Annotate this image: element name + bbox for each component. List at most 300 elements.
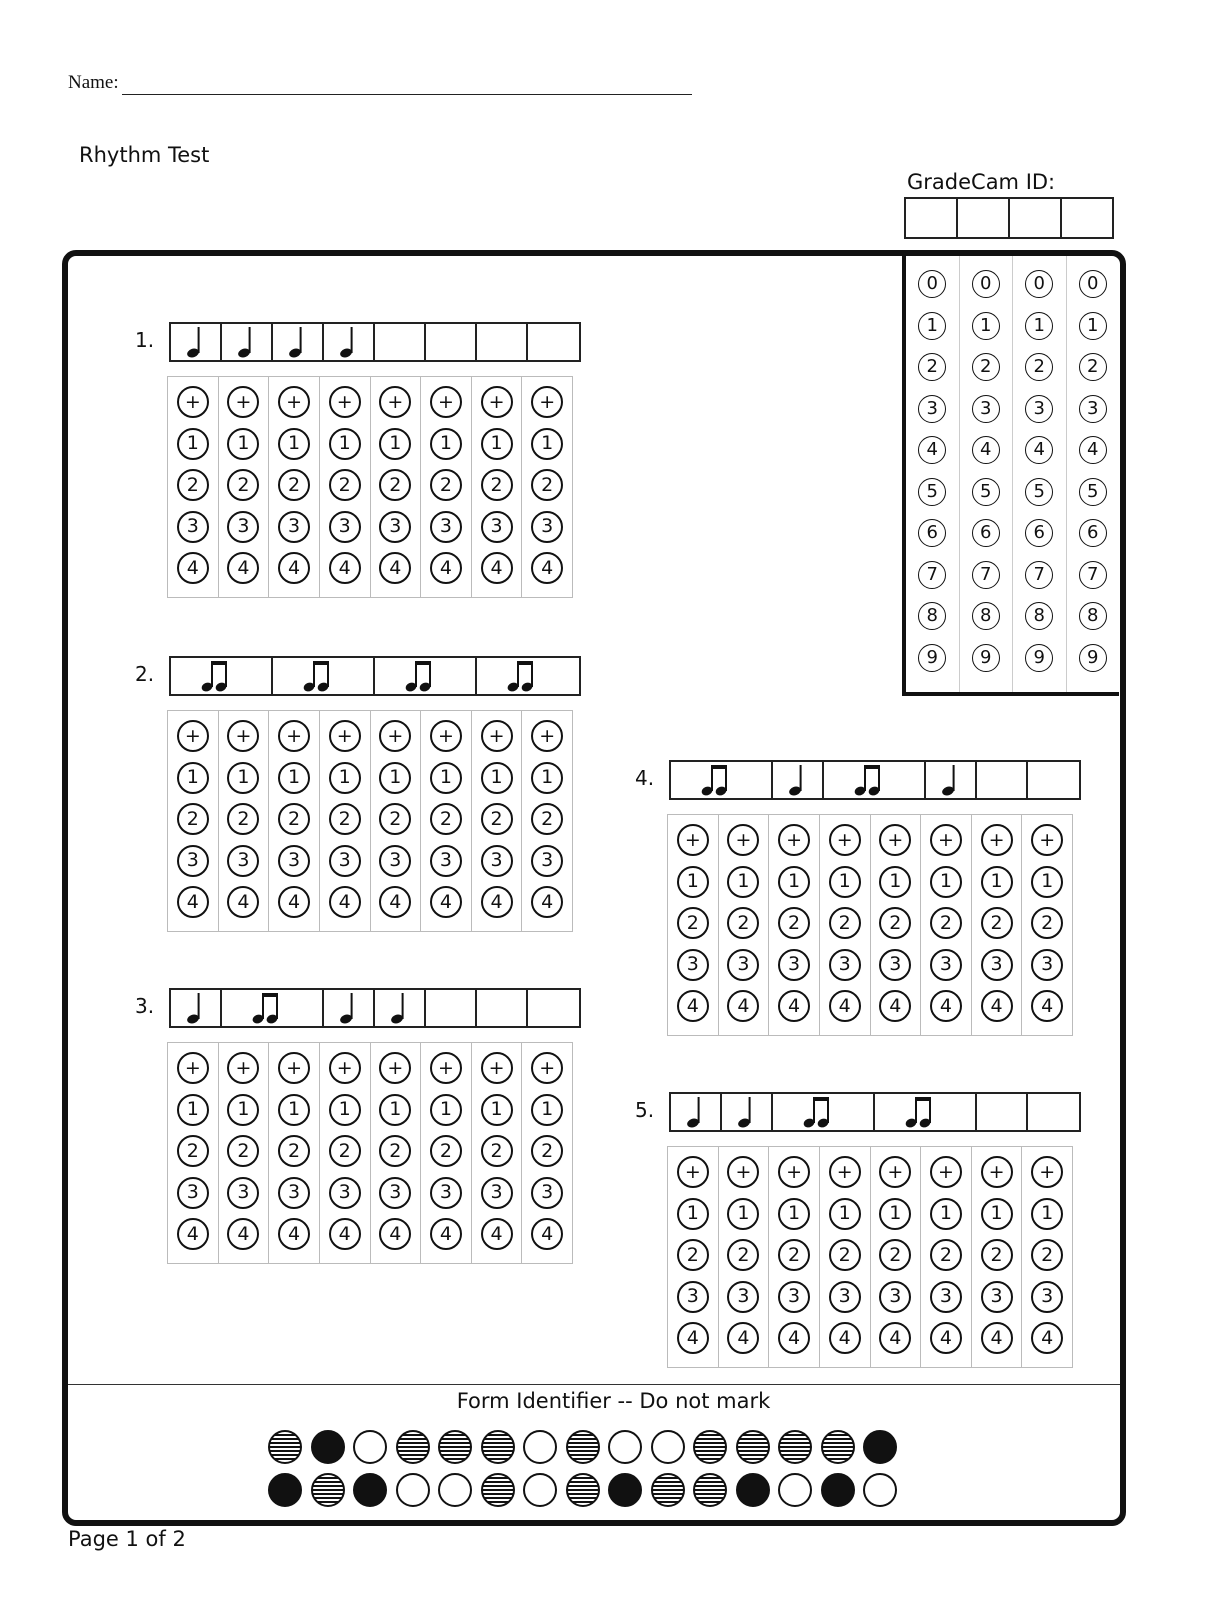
- answer-bubble[interactable]: [379, 803, 411, 835]
- answer-bubble[interactable]: [177, 1135, 209, 1167]
- id-digit-bubble[interactable]: [972, 561, 1000, 589]
- rhythm-cell: [324, 324, 375, 360]
- answer-column: [421, 377, 472, 597]
- answer-bubble[interactable]: [531, 552, 563, 584]
- id-digit-bubble[interactable]: [1079, 519, 1107, 547]
- answer-bubble[interactable]: [930, 1239, 962, 1271]
- id-digit-bubble[interactable]: [972, 436, 1000, 464]
- answer-bubble[interactable]: [278, 1094, 310, 1126]
- answer-bubble[interactable]: [778, 1239, 810, 1271]
- id-digit-bubble[interactable]: [972, 395, 1000, 423]
- answer-bubble[interactable]: [981, 1322, 1013, 1354]
- answer-bubble[interactable]: [727, 1239, 759, 1271]
- id-digit-bubble[interactable]: [1025, 602, 1053, 630]
- answer-bubble[interactable]: [879, 907, 911, 939]
- answer-bubble[interactable]: [677, 990, 709, 1022]
- answer-bubble[interactable]: [481, 1094, 513, 1126]
- answer-bubble[interactable]: [1031, 907, 1063, 939]
- eighth-notes-icon: [700, 763, 734, 797]
- bubble-label: 4: [186, 556, 199, 579]
- answer-bubble[interactable]: [430, 428, 462, 460]
- answer-bubble[interactable]: [981, 1281, 1013, 1313]
- answer-bubble[interactable]: [177, 469, 209, 501]
- answer-bubble[interactable]: [177, 1052, 209, 1084]
- bubble-label: 4: [541, 556, 554, 579]
- answer-bubble[interactable]: [778, 949, 810, 981]
- answer-bubble[interactable]: [227, 428, 259, 460]
- id-digit-bubble[interactable]: [972, 602, 1000, 630]
- answer-bubble[interactable]: [727, 949, 759, 981]
- answer-bubble[interactable]: [379, 428, 411, 460]
- answer-bubble[interactable]: [227, 469, 259, 501]
- answer-bubble[interactable]: [379, 511, 411, 543]
- answer-bubble[interactable]: [481, 762, 513, 794]
- answer-bubble[interactable]: [778, 866, 810, 898]
- bubble-label: +: [786, 828, 803, 851]
- bubble-label: 3: [1087, 397, 1099, 419]
- rhythm-cell: [671, 762, 773, 798]
- answer-bubble[interactable]: [177, 720, 209, 752]
- bubble-label: +: [488, 1056, 505, 1079]
- answer-bubble[interactable]: [227, 1177, 259, 1209]
- id-digit-bubble[interactable]: [918, 436, 946, 464]
- answer-bubble[interactable]: [677, 1156, 709, 1188]
- answer-bubble[interactable]: [430, 1218, 462, 1250]
- answer-bubble[interactable]: [727, 907, 759, 939]
- id-digit-bubble[interactable]: [972, 478, 1000, 506]
- answer-bubble[interactable]: [481, 1135, 513, 1167]
- answer-bubble[interactable]: [531, 428, 563, 460]
- answer-bubble[interactable]: [531, 845, 563, 877]
- answer-bubble[interactable]: [981, 907, 1013, 939]
- answer-bubble[interactable]: [430, 762, 462, 794]
- answer-bubble[interactable]: [227, 886, 259, 918]
- id-digit-bubble[interactable]: [1079, 644, 1107, 672]
- answer-bubble[interactable]: [329, 1094, 361, 1126]
- answer-bubble[interactable]: [531, 386, 563, 418]
- answer-bubble[interactable]: [778, 1281, 810, 1313]
- answer-bubble[interactable]: [778, 1156, 810, 1188]
- id-digit-bubble[interactable]: [918, 478, 946, 506]
- id-digit-bubble[interactable]: [1079, 478, 1107, 506]
- gradecam-id-box[interactable]: [906, 199, 958, 237]
- answer-bubble[interactable]: [379, 762, 411, 794]
- answer-bubble[interactable]: [481, 803, 513, 835]
- id-digit-bubble[interactable]: [918, 395, 946, 423]
- answer-bubble[interactable]: [177, 845, 209, 877]
- answer-bubble[interactable]: [677, 949, 709, 981]
- id-digit-bubble[interactable]: [972, 270, 1000, 298]
- answer-bubble[interactable]: [1031, 949, 1063, 981]
- answer-bubble[interactable]: [379, 1218, 411, 1250]
- answer-bubble[interactable]: [278, 1135, 310, 1167]
- answer-bubble[interactable]: [329, 1177, 361, 1209]
- answer-bubble[interactable]: [278, 803, 310, 835]
- answer-column: [871, 1147, 922, 1367]
- answer-bubble[interactable]: [677, 1239, 709, 1271]
- answer-bubble[interactable]: [430, 886, 462, 918]
- answer-bubble[interactable]: [829, 1156, 861, 1188]
- answer-bubble[interactable]: [481, 428, 513, 460]
- answer-bubble[interactable]: [481, 886, 513, 918]
- id-digit-bubble[interactable]: [972, 353, 1000, 381]
- answer-bubble[interactable]: [879, 824, 911, 856]
- answer-bubble[interactable]: [879, 990, 911, 1022]
- answer-bubble[interactable]: [930, 1281, 962, 1313]
- answer-bubble[interactable]: [879, 1156, 911, 1188]
- answer-bubble[interactable]: [329, 428, 361, 460]
- answer-bubble[interactable]: [829, 1239, 861, 1271]
- answer-bubble[interactable]: [677, 1281, 709, 1313]
- answer-bubble[interactable]: [329, 845, 361, 877]
- answer-bubble[interactable]: [981, 824, 1013, 856]
- bubble-label: 1: [889, 1202, 902, 1224]
- bubble-label: 1: [439, 1098, 452, 1120]
- answer-bubble[interactable]: [677, 1198, 709, 1230]
- answer-bubble[interactable]: [379, 845, 411, 877]
- answer-bubble[interactable]: [379, 386, 411, 418]
- answer-bubble[interactable]: [677, 866, 709, 898]
- id-digit-bubble[interactable]: [1025, 519, 1053, 547]
- bubble-label: 3: [439, 515, 452, 537]
- answer-bubble[interactable]: [981, 866, 1013, 898]
- answer-bubble[interactable]: [329, 886, 361, 918]
- bubble-label: +: [539, 724, 556, 747]
- bubble-label: 1: [990, 870, 1003, 892]
- rhythm-cell: [324, 990, 375, 1026]
- answer-bubble[interactable]: [531, 1094, 563, 1126]
- answer-bubble[interactable]: [177, 552, 209, 584]
- answer-bubble[interactable]: [329, 552, 361, 584]
- answer-bubble[interactable]: [481, 552, 513, 584]
- answer-bubble[interactable]: [481, 720, 513, 752]
- answer-bubble[interactable]: [177, 428, 209, 460]
- answer-bubble[interactable]: [278, 386, 310, 418]
- answer-bubble[interactable]: [778, 907, 810, 939]
- answer-bubble[interactable]: [227, 1094, 259, 1126]
- answer-bubble[interactable]: [727, 990, 759, 1022]
- answer-bubble[interactable]: [481, 511, 513, 543]
- id-digit-bubble[interactable]: [1025, 353, 1053, 381]
- gradecam-id-box[interactable]: [1062, 199, 1112, 237]
- answer-bubble[interactable]: [329, 762, 361, 794]
- id-digit-bubble[interactable]: [918, 561, 946, 589]
- bubble-label: 5: [980, 480, 992, 502]
- answer-bubble[interactable]: [727, 1198, 759, 1230]
- id-digit-bubble[interactable]: [1079, 270, 1107, 298]
- answer-bubble[interactable]: [930, 1322, 962, 1354]
- answer-bubble[interactable]: [879, 949, 911, 981]
- answer-bubble[interactable]: [531, 803, 563, 835]
- answer-bubble[interactable]: [430, 845, 462, 877]
- answer-bubble[interactable]: [329, 1135, 361, 1167]
- bubble-label: 1: [490, 432, 503, 454]
- answer-bubble[interactable]: [829, 1198, 861, 1230]
- answer-bubble[interactable]: [430, 1052, 462, 1084]
- answer-bubble[interactable]: [829, 824, 861, 856]
- id-digit-bubble[interactable]: [1079, 353, 1107, 381]
- answer-bubble[interactable]: [930, 866, 962, 898]
- answer-bubble[interactable]: [278, 469, 310, 501]
- answer-bubble[interactable]: [379, 552, 411, 584]
- answer-bubble[interactable]: [177, 886, 209, 918]
- eighth-notes-icon: [904, 1095, 938, 1129]
- id-digit-bubble[interactable]: [918, 353, 946, 381]
- answer-bubble[interactable]: [531, 1218, 563, 1250]
- gradecam-id-box[interactable]: [1010, 199, 1062, 237]
- answer-bubble[interactable]: [981, 1156, 1013, 1188]
- answer-bubble[interactable]: [981, 949, 1013, 981]
- answer-bubble[interactable]: [778, 990, 810, 1022]
- bubble-label: +: [836, 1160, 853, 1183]
- answer-bubble[interactable]: [531, 511, 563, 543]
- answer-bubble[interactable]: [930, 949, 962, 981]
- answer-bubble[interactable]: [379, 469, 411, 501]
- id-digit-bubble[interactable]: [972, 644, 1000, 672]
- answer-bubble[interactable]: [430, 1177, 462, 1209]
- answer-bubble[interactable]: [727, 1281, 759, 1313]
- bubble-label: 2: [1087, 356, 1099, 377]
- bubble-label: 4: [980, 439, 992, 460]
- bubble-label: 1: [939, 870, 952, 892]
- answer-bubble[interactable]: [278, 511, 310, 543]
- answer-bubble[interactable]: [531, 469, 563, 501]
- bubble-label: 2: [288, 807, 301, 830]
- answer-bubble[interactable]: [1031, 824, 1063, 856]
- answer-bubble[interactable]: [227, 386, 259, 418]
- answer-bubble[interactable]: [430, 511, 462, 543]
- answer-bubble[interactable]: [981, 1239, 1013, 1271]
- answer-bubble[interactable]: [531, 1052, 563, 1084]
- answer-bubble[interactable]: [430, 720, 462, 752]
- form-identifier-dot: [651, 1430, 685, 1464]
- answer-bubble[interactable]: [227, 1052, 259, 1084]
- answer-bubble[interactable]: [778, 1322, 810, 1354]
- answer-bubble[interactable]: [727, 824, 759, 856]
- answer-bubble[interactable]: [227, 511, 259, 543]
- id-digit-bubble[interactable]: [1025, 436, 1053, 464]
- answer-column: [269, 377, 320, 597]
- answer-bubble[interactable]: [879, 1322, 911, 1354]
- answer-bubble[interactable]: [930, 824, 962, 856]
- answer-bubble[interactable]: [1031, 1198, 1063, 1230]
- answer-bubble[interactable]: [1031, 990, 1063, 1022]
- id-digit-bubble[interactable]: [1079, 312, 1107, 340]
- bubble-label: 3: [389, 1181, 402, 1203]
- id-digit-bubble[interactable]: [918, 644, 946, 672]
- id-digit-bubble[interactable]: [1025, 270, 1053, 298]
- answer-bubble[interactable]: [531, 720, 563, 752]
- bubble-label: 3: [338, 515, 351, 537]
- answer-bubble[interactable]: [829, 907, 861, 939]
- answer-bubble[interactable]: [278, 1052, 310, 1084]
- answer-bubble[interactable]: [177, 511, 209, 543]
- bubble-label: 3: [1041, 1285, 1054, 1307]
- answer-bubble[interactable]: [177, 1218, 209, 1250]
- answer-bubble[interactable]: [481, 469, 513, 501]
- answer-bubble[interactable]: [379, 720, 411, 752]
- id-digit-bubble[interactable]: [1079, 436, 1107, 464]
- answer-bubble[interactable]: [981, 990, 1013, 1022]
- bubble-label: 2: [439, 807, 452, 830]
- answer-bubble[interactable]: [677, 824, 709, 856]
- answer-bubble[interactable]: [278, 845, 310, 877]
- answer-bubble[interactable]: [677, 907, 709, 939]
- id-digit-bubble[interactable]: [1025, 395, 1053, 423]
- answer-bubble[interactable]: [278, 1218, 310, 1250]
- bubble-label: +: [184, 724, 201, 747]
- answer-bubble[interactable]: [1031, 1281, 1063, 1313]
- answer-bubble[interactable]: [879, 1281, 911, 1313]
- answer-column: [972, 1147, 1023, 1367]
- bubble-label: 4: [1041, 1326, 1054, 1349]
- answer-bubble[interactable]: [829, 1281, 861, 1313]
- answer-bubble[interactable]: [177, 762, 209, 794]
- id-digit-bubble[interactable]: [1025, 478, 1053, 506]
- id-digit-bubble[interactable]: [1025, 561, 1053, 589]
- form-identifier-dot: [311, 1430, 345, 1464]
- answer-bubble[interactable]: [329, 1052, 361, 1084]
- answer-bubble[interactable]: [278, 428, 310, 460]
- answer-bubble[interactable]: [227, 1218, 259, 1250]
- answer-bubble[interactable]: [329, 720, 361, 752]
- bubble-label: 3: [288, 515, 301, 537]
- answer-bubble[interactable]: [278, 1177, 310, 1209]
- eighth-notes-icon: [853, 763, 887, 797]
- answer-column: [769, 815, 820, 1035]
- form-identifier-dot: [651, 1473, 685, 1507]
- bubble-label: 3: [737, 953, 750, 975]
- id-digit-bubble[interactable]: [918, 270, 946, 298]
- answer-bubble[interactable]: [177, 1094, 209, 1126]
- id-digit-bubble[interactable]: [1025, 644, 1053, 672]
- form-identifier-dot: [863, 1473, 897, 1507]
- answer-bubble[interactable]: [329, 511, 361, 543]
- id-digit-bubble[interactable]: [1079, 561, 1107, 589]
- answer-bubble[interactable]: [481, 1177, 513, 1209]
- answer-bubble[interactable]: [430, 469, 462, 501]
- answer-bubble[interactable]: [379, 1052, 411, 1084]
- answer-bubble[interactable]: [930, 1156, 962, 1188]
- answer-bubble[interactable]: [278, 552, 310, 584]
- answer-bubble[interactable]: [430, 1135, 462, 1167]
- answer-bubble[interactable]: [227, 762, 259, 794]
- answer-bubble[interactable]: [879, 1239, 911, 1271]
- answer-bubble[interactable]: [879, 1198, 911, 1230]
- answer-bubble[interactable]: [329, 1218, 361, 1250]
- gradecam-id-box[interactable]: [958, 199, 1010, 237]
- answer-bubble[interactable]: [430, 1094, 462, 1126]
- answer-bubble[interactable]: [481, 845, 513, 877]
- answer-column: [371, 711, 422, 931]
- answer-bubble[interactable]: [531, 762, 563, 794]
- id-digit-bubble[interactable]: [1079, 395, 1107, 423]
- answer-bubble[interactable]: [227, 803, 259, 835]
- answer-bubble[interactable]: [227, 1135, 259, 1167]
- answer-bubble[interactable]: [1031, 1156, 1063, 1188]
- answer-bubble[interactable]: [227, 720, 259, 752]
- id-digit-bubble[interactable]: [972, 312, 1000, 340]
- answer-bubble[interactable]: [227, 845, 259, 877]
- answer-bubble[interactable]: [481, 386, 513, 418]
- answer-bubble[interactable]: [778, 824, 810, 856]
- id-digit-bubble[interactable]: [972, 519, 1000, 547]
- bubble-label: 2: [1041, 1243, 1054, 1266]
- answer-bubble[interactable]: [778, 1198, 810, 1230]
- answer-bubble[interactable]: [481, 1218, 513, 1250]
- answer-column: [522, 1043, 572, 1263]
- answer-bubble[interactable]: [329, 803, 361, 835]
- id-digit-bubble[interactable]: [1079, 602, 1107, 630]
- bubble-label: 3: [1033, 397, 1045, 419]
- bubble-label: 2: [490, 473, 503, 496]
- answer-bubble[interactable]: [930, 1198, 962, 1230]
- answer-bubble[interactable]: [329, 469, 361, 501]
- answer-bubble[interactable]: [1031, 1239, 1063, 1271]
- answer-bubble[interactable]: [1031, 866, 1063, 898]
- bubble-label: 2: [541, 807, 554, 830]
- answer-bubble[interactable]: [177, 1177, 209, 1209]
- id-digit-bubble[interactable]: [1025, 312, 1053, 340]
- quarter-note-icon: [389, 991, 411, 1025]
- answer-bubble[interactable]: [981, 1198, 1013, 1230]
- id-digit-bubble[interactable]: [918, 312, 946, 340]
- answer-bubble[interactable]: [829, 866, 861, 898]
- bubble-label: 3: [889, 953, 902, 975]
- form-identifier-dot: [523, 1473, 557, 1507]
- answer-bubble[interactable]: [379, 1177, 411, 1209]
- answer-bubble[interactable]: [379, 1135, 411, 1167]
- bubble-label: 9: [926, 646, 938, 668]
- answer-bubble[interactable]: [829, 990, 861, 1022]
- name-line[interactable]: [122, 94, 692, 95]
- id-digit-bubble[interactable]: [918, 602, 946, 630]
- answer-bubble[interactable]: [727, 1156, 759, 1188]
- answer-bubble[interactable]: [278, 762, 310, 794]
- answer-bubble[interactable]: [177, 386, 209, 418]
- answer-bubble[interactable]: [430, 552, 462, 584]
- answer-bubble[interactable]: [531, 886, 563, 918]
- id-digit-bubble[interactable]: [918, 519, 946, 547]
- answer-column: [719, 1147, 770, 1367]
- answer-bubble[interactable]: [829, 1322, 861, 1354]
- answer-bubble[interactable]: [430, 803, 462, 835]
- answer-bubble[interactable]: [278, 720, 310, 752]
- answer-bubble[interactable]: [879, 866, 911, 898]
- answer-bubble[interactable]: [727, 866, 759, 898]
- answer-bubble[interactable]: [727, 1322, 759, 1354]
- answer-bubble[interactable]: [379, 886, 411, 918]
- answer-bubble[interactable]: [531, 1135, 563, 1167]
- answer-bubble[interactable]: [379, 1094, 411, 1126]
- answer-bubble[interactable]: [177, 803, 209, 835]
- rhythm-cell: [671, 1094, 722, 1130]
- bubble-label: 4: [788, 994, 801, 1017]
- answer-bubble[interactable]: [1031, 1322, 1063, 1354]
- answer-bubble[interactable]: [531, 1177, 563, 1209]
- answer-bubble[interactable]: [278, 886, 310, 918]
- answer-bubble[interactable]: [829, 949, 861, 981]
- answer-bubble[interactable]: [481, 1052, 513, 1084]
- answer-bubble[interactable]: [930, 907, 962, 939]
- answer-bubble[interactable]: [677, 1322, 709, 1354]
- answer-bubble[interactable]: [930, 990, 962, 1022]
- answer-column: [1022, 815, 1072, 1035]
- answer-bubble[interactable]: [329, 386, 361, 418]
- answer-bubble[interactable]: [430, 386, 462, 418]
- bubble-label: 3: [541, 849, 554, 871]
- answer-bubble[interactable]: [227, 552, 259, 584]
